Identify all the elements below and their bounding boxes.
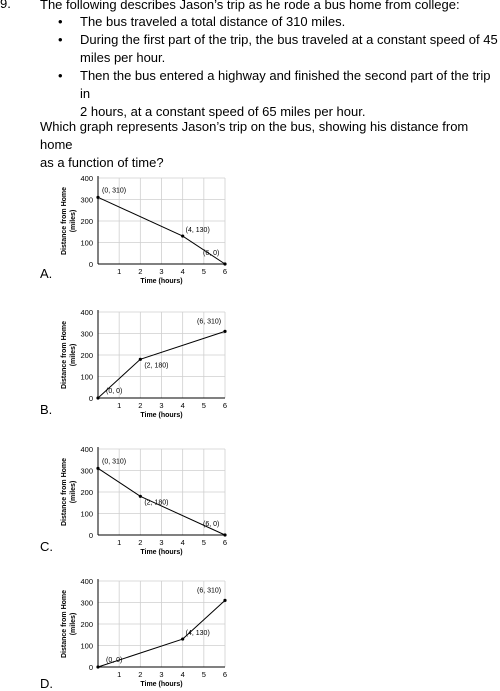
y-axis-title-line2: (miles) [70, 480, 77, 504]
option-d-label[interactable]: D. [40, 676, 53, 691]
fact-text: During the first part of the trip, the bus traveled at a constant speed of 45 [80, 32, 498, 47]
x-tick-label: 4 [180, 401, 185, 410]
data-point-label: (0, 310) [102, 187, 127, 195]
x-tick-label: 1 [117, 267, 122, 276]
x-axis-title: Time (hours) [140, 278, 183, 285]
x-tick-label: 5 [201, 401, 206, 410]
fact-text: Then the bus entered a highway and finished the second part of the trip in [80, 68, 491, 101]
x-tick-label: 1 [117, 670, 122, 679]
data-point-label: (4, 130) [185, 227, 210, 235]
question-intro: The following describes Jason’s trip as he rode a bus home from college: [40, 0, 460, 12]
x-tick-label: 3 [159, 670, 164, 679]
x-tick-label: 3 [159, 538, 164, 547]
x-tick-label: 2 [138, 670, 143, 679]
bullet-icon: • [58, 32, 63, 47]
option-a-label[interactable]: A. [40, 266, 53, 281]
data-point [223, 533, 226, 536]
data-point [96, 196, 99, 199]
y-axis-title-line1: Distance from Home [61, 457, 68, 527]
y-axis-title-line1: Distance from Home [61, 186, 68, 256]
origin-tick-label: 0 [88, 394, 93, 403]
y-axis-title-line2: (miles) [70, 612, 77, 636]
y-axis-title-line2: (miles) [70, 209, 77, 233]
y-tick-label: 200 [80, 620, 93, 629]
y-tick-label: 200 [80, 351, 93, 360]
origin-tick-label: 0 [88, 663, 93, 672]
fact-item [58, 31, 500, 49]
fact-item [58, 67, 500, 103]
y-tick-label: 200 [80, 217, 93, 226]
data-point [181, 234, 184, 237]
graph-option-a[interactable] [40, 166, 280, 286]
x-tick-label: 2 [138, 538, 143, 547]
x-tick-label: 1 [117, 401, 122, 410]
data-point-label: (0, 0) [106, 657, 123, 664]
y-tick-label: 300 [80, 195, 93, 205]
x-tick-label: 3 [159, 401, 164, 410]
x-tick-label: 2 [138, 267, 143, 276]
y-tick-label: 200 [80, 488, 93, 497]
x-tick-label: 4 [180, 538, 185, 547]
data-point-label: (6, 310) [197, 587, 222, 595]
x-tick-label: 6 [222, 401, 228, 410]
option-b-label[interactable]: B. [40, 402, 53, 417]
data-point [223, 599, 226, 602]
data-point-label: (6, 0) [203, 521, 220, 528]
data-point [181, 637, 184, 640]
fact-list [58, 13, 500, 121]
data-point-label: (2, 180) [144, 362, 169, 370]
x-tick-label: 2 [138, 401, 143, 410]
fact-text: The bus traveled a total distance of 310 miles. [80, 14, 346, 29]
data-point-label: (6, 310) [197, 318, 222, 326]
data-point [223, 262, 226, 265]
origin-tick-label: 0 [88, 260, 93, 269]
y-tick-label: 300 [80, 598, 93, 608]
graph-option-d[interactable] [40, 569, 280, 689]
x-tick-label: 5 [201, 538, 206, 547]
x-axis-title: Time (hours) [140, 412, 183, 419]
data-point-label: (6, 0) [203, 250, 220, 257]
x-tick-label: 5 [201, 670, 206, 679]
x-tick-label: 6 [222, 267, 228, 276]
y-tick-label: 100 [80, 372, 93, 382]
bullet-icon: • [58, 14, 63, 29]
y-tick-label: 400 [80, 308, 93, 317]
bullet-icon: • [58, 68, 63, 83]
data-point [96, 665, 99, 668]
data-point [223, 330, 226, 333]
y-tick-label: 400 [80, 445, 93, 454]
data-point-label: (4, 130) [185, 630, 210, 638]
graph-option-c[interactable] [40, 437, 280, 557]
y-tick-label: 100 [80, 509, 93, 519]
y-tick-label: 300 [80, 466, 93, 476]
data-point-label: (0, 0) [106, 388, 123, 395]
x-tick-label: 6 [222, 538, 228, 547]
prompt-line: as a function of time? [40, 155, 164, 170]
fact-text: 2 hours, at a constant speed of 65 miles per hour. [80, 104, 366, 119]
data-point [139, 495, 142, 498]
x-tick-label: 1 [117, 538, 122, 547]
y-tick-label: 100 [80, 238, 93, 248]
option-c-label[interactable]: C. [40, 539, 53, 554]
y-axis-title-line2: (miles) [70, 343, 77, 367]
graph-option-b[interactable] [40, 300, 280, 420]
y-axis-title-line1: Distance from Home [61, 589, 68, 659]
x-tick-label: 4 [180, 670, 185, 679]
x-axis-title: Time (hours) [140, 681, 183, 688]
y-axis-title-line1: Distance from Home [61, 320, 68, 390]
y-tick-label: 400 [80, 577, 93, 586]
x-tick-label: 6 [222, 670, 228, 679]
y-tick-label: 100 [80, 641, 93, 651]
prompt-line: Which graph represents Jason’s trip on the bus, showing his distance from home [40, 119, 469, 152]
fact-item-continuation [58, 49, 500, 67]
data-point [96, 396, 99, 399]
x-tick-label: 3 [159, 267, 164, 276]
data-point [139, 358, 142, 361]
fact-text: miles per hour. [80, 50, 166, 65]
x-tick-label: 4 [180, 267, 185, 276]
origin-tick-label: 0 [88, 531, 93, 540]
fact-item [58, 13, 500, 31]
question-number: 9. [0, 0, 11, 11]
question-prompt [40, 118, 500, 172]
y-tick-label: 300 [80, 329, 93, 339]
x-axis-title: Time (hours) [140, 549, 183, 556]
data-point-label: (0, 310) [102, 458, 127, 466]
y-tick-label: 400 [80, 174, 93, 183]
x-tick-label: 5 [201, 267, 206, 276]
data-point [96, 467, 99, 470]
data-point-label: (2, 180) [144, 499, 169, 507]
